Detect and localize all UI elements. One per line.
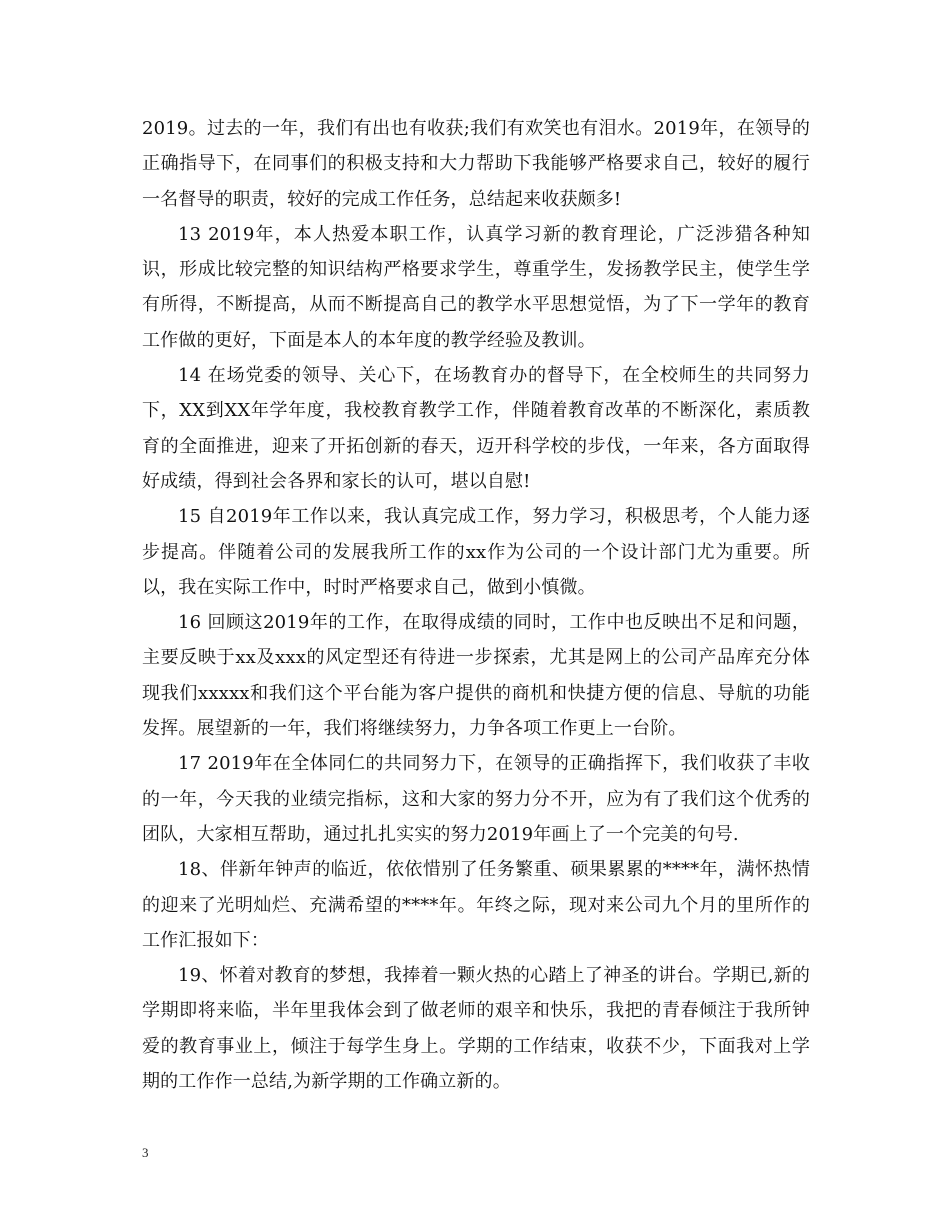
- paragraph-17: 17 2019年在全体同仁的共同努力下，在领导的正确指挥下，我们收获了丰收的一年，今天我的业绩完指标，这和大家的努力分不开，应为有了我们这个优秀的团队，大家相互帮助，通过扎扎实实的努力2019年画上了一个完美的句号.: [142, 753, 810, 845]
- paragraph-15: 15 自2019年工作以来，我认真完成工作，努力学习，积极思考，个人能力逐步提高。伴随着公司的发展我所工作的xx作为公司的一个设计部门尤为重要。所以，我在实际工作中，时时严格要求自己，做到小慎微。: [142, 506, 810, 598]
- paragraph-14: 14 在场党委的领导、关心下，在场教育办的督导下，在全校师生的共同努力下，XX到XX年学年度，我校教育教学工作，伴随着教育改革的不断深化，素质教育的全面推进，迎来了开拓创新的春天，迈开科学校的步伐，一年来，各方面取得好成绩，得到社会各界和家长的认可，堪以自慰!: [142, 365, 810, 492]
- paragraph-13: 13 2019年，本人热爱本职工作，认真学习新的教育理论，广泛涉猎各种知识，形成比较完整的知识结构严格要求学生，尊重学生，发扬教学民主，使学生学有所得，不断提高，从而不断提高自己的教学水平思想觉悟，为了下一学年的教育工作做的更好，下面是本人的本年度的教学经验及教训。: [142, 223, 810, 351]
- paragraph-19: 19、怀着对教育的梦想，我捧着一颗火热的心踏上了神圣的讲台。学期已,新的学期即将来临，半年里我体会到了做老师的艰辛和快乐，我把的青春倾注于我所钟爱的教育事业上，倾注于每学生身上。学期的工作结束，收获不少，下面我对上学期的工作作一总结,为新学期的工作确立新的。: [142, 965, 810, 1093]
- paragraph-18: 18、伴新年钟声的临近，依依惜别了任务繁重、硕果累累的****年，满怀热情的迎来了光明灿烂、充满希望的****年。年终之际，现对来公司九个月的里所作的工作汇报如下：: [142, 859, 810, 951]
- page-number: 3: [142, 1145, 149, 1160]
- paragraph-16: 16 回顾这2019年的工作，在取得成绩的同时，工作中也反映出不足和问题，主要反映于xx及xxx的风定型还有待进一步探索，尤其是网上的公司产品库充分体现我们xxxxx和我们这个平台能为客户提供的商机和快捷方便的信息、导航的功能发挥。展望新的一年，我们将继续努力，力争各项工作更上一台阶。: [142, 612, 810, 740]
- document-body: [142, 111, 810, 1099]
- paragraph-1: 2019。过去的一年，我们有出也有收获;我们有欢笑也有泪水。2019年，在领导的正确指导下，在同事们的积极支持和大力帮助下我能够严格要求自己，较好的履行一名督导的职责，较好的完成工作任务，总结起来收获颇多!: [142, 118, 810, 210]
